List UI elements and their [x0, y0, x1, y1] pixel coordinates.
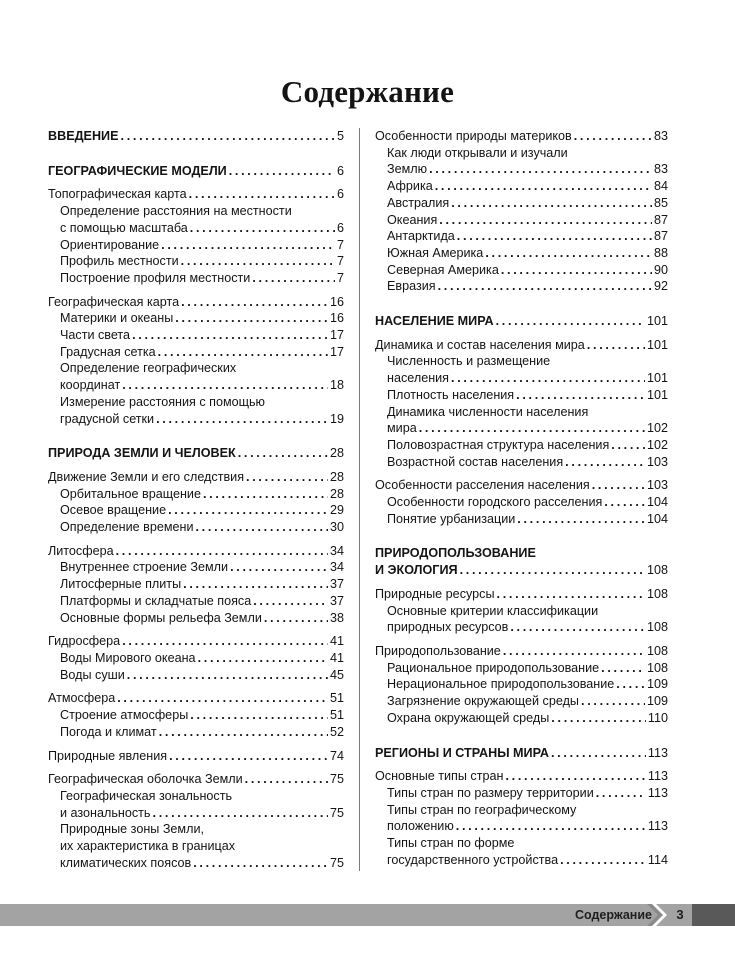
- dot-leader: [168, 502, 328, 519]
- toc-subitem: [375, 454, 668, 471]
- toc-item-title: ВВЕДЕНИЕ: [48, 129, 119, 143]
- toc-page-number: 29: [329, 503, 344, 518]
- toc-item-title: НАСЕЛЕНИЕ МИРА: [375, 314, 494, 329]
- toc-page-number: 75: [329, 855, 344, 870]
- toc-page-number: 87: [653, 229, 668, 244]
- toc-page-number: 5: [336, 129, 344, 143]
- dot-leader: [601, 660, 645, 677]
- toc-page-number: 6: [336, 163, 344, 178]
- toc-item-title: Географическая оболочка Земли: [48, 772, 243, 787]
- toc-subitem: [48, 310, 344, 327]
- dot-leader: [253, 593, 328, 610]
- toc-item-text-line: Типы стран по форме: [387, 836, 515, 851]
- toc-item: [48, 771, 344, 788]
- toc-item-text-line: Определение географических: [60, 361, 237, 376]
- toc-page-number: 34: [329, 543, 344, 558]
- toc-item-title: природных ресурсов: [387, 620, 509, 635]
- dot-leader: [560, 852, 646, 869]
- toc-item: [375, 337, 668, 354]
- toc-page-number: 110: [647, 710, 668, 725]
- toc-item-title: Основные формы рельефа Земли: [60, 610, 262, 625]
- toc-subitem: [48, 502, 344, 519]
- toc-item-title: Землю: [387, 162, 428, 177]
- toc-item: [48, 294, 344, 311]
- dot-leader: [581, 693, 645, 710]
- toc-item-title: Атмосфера: [48, 691, 116, 706]
- toc-page-number: 41: [329, 634, 344, 649]
- toc-item: [375, 586, 668, 603]
- toc-item-title: Профиль местности: [60, 254, 179, 269]
- toc-item-title: Особенности городского расселения: [387, 495, 603, 510]
- dot-leader: [456, 818, 646, 835]
- toc-subitem: [375, 245, 668, 262]
- toc-item-title: Гидросфера: [48, 634, 121, 649]
- toc-item-title: государственного устройства: [387, 852, 559, 867]
- toc-item-title: Градусная сетка: [60, 344, 156, 359]
- dot-leader: [229, 163, 335, 180]
- toc-page-number: 102: [646, 421, 668, 436]
- dot-leader: [501, 262, 652, 279]
- toc-item-title: Определение времени: [60, 520, 194, 535]
- dot-leader: [190, 707, 328, 724]
- toc-item-title: Африка: [387, 179, 433, 194]
- dot-leader: [429, 161, 652, 178]
- dot-leader: [116, 543, 328, 560]
- toc-item-title: Основные типы стран: [375, 769, 504, 784]
- dot-leader: [132, 327, 328, 344]
- toc-item-title: ГЕОГРАФИЧЕСКИЕ МОДЕЛИ: [48, 163, 227, 178]
- toc-item: [48, 690, 344, 707]
- toc-item-text-line: Численность и размещение: [387, 354, 551, 369]
- toc-subitem: [48, 344, 344, 361]
- toc-page-number: 37: [329, 577, 344, 592]
- toc-subitem: [375, 228, 668, 245]
- dot-leader: [435, 178, 652, 195]
- toc-page-number: 90: [653, 262, 668, 277]
- dot-leader: [574, 128, 652, 145]
- toc-item-title: Осевое вращение: [60, 503, 167, 518]
- toc-page-number: 88: [653, 245, 668, 260]
- chevron-right-icon: [645, 901, 667, 929]
- toc-subitem: [375, 145, 668, 178]
- toc-item-title: Литосферные плиты: [60, 577, 182, 592]
- toc-subitem: [48, 707, 344, 724]
- toc-item-title: Материки и океаны: [60, 311, 174, 326]
- toc-page-number: 17: [329, 328, 344, 343]
- toc-page-number: 16: [329, 294, 344, 309]
- toc-item-title: Возрастной состав населения: [387, 454, 564, 469]
- toc-item-title: Австралия: [387, 195, 450, 210]
- toc-section: [48, 445, 344, 462]
- toc-subitem: [375, 212, 668, 229]
- dot-leader: [551, 710, 646, 727]
- dot-leader: [159, 724, 328, 741]
- dot-leader: [510, 619, 645, 636]
- footer-accent-block: [692, 904, 735, 926]
- dot-leader: [438, 278, 652, 295]
- toc-page-number: 83: [653, 162, 668, 177]
- toc-page-number: 101: [646, 337, 668, 352]
- toc-subitem: [375, 353, 668, 386]
- toc-item-text-line: ПРИРОДОПОЛЬЗОВАНИЕ: [375, 546, 536, 561]
- toc-item-title: Погода и климат: [60, 724, 157, 739]
- toc-item-title: населения: [387, 371, 450, 386]
- dot-leader: [503, 643, 645, 660]
- toc-item-text-line: Динамика численности населения: [387, 404, 589, 419]
- toc-item-title: Построение профиля местности: [60, 270, 251, 285]
- toc-item-title: Воды суши: [60, 667, 125, 682]
- toc-column-right: [375, 128, 668, 868]
- dot-leader: [496, 313, 645, 330]
- toc-page-number: 108: [646, 620, 668, 635]
- toc-page-number: 113: [647, 819, 668, 834]
- toc-column-left: [48, 128, 344, 871]
- toc-subitem: [375, 660, 668, 677]
- toc-item-title: положению: [387, 819, 454, 834]
- dot-leader: [611, 437, 645, 454]
- toc-page-number: 108: [646, 586, 668, 601]
- dot-leader: [169, 748, 328, 765]
- toc-subitem: [375, 802, 668, 835]
- toc-subitem: [375, 676, 668, 693]
- toc-item-title: Половозрастная структура населения: [387, 437, 610, 452]
- toc-item-title: Литосфера: [48, 543, 114, 558]
- toc-item-title: Географическая карта: [48, 294, 180, 309]
- toc-item-title: Рациональное природопользование: [387, 660, 600, 675]
- toc-item-title: И ЭКОЛОГИЯ: [375, 563, 458, 578]
- toc-page-number: 113: [647, 769, 668, 784]
- toc-item-title: Охрана окружающей среды: [387, 710, 550, 725]
- toc-page-number: 18: [329, 378, 344, 393]
- toc-page-number: 17: [329, 344, 344, 359]
- toc-page-number: 7: [336, 254, 344, 269]
- toc-item-title: ПРИРОДА ЗЕМЛИ И ЧЕЛОВЕК: [48, 446, 236, 461]
- toc-item-text-line: Измерение расстояния с помощью: [60, 394, 265, 409]
- toc-page-number: 108: [646, 563, 668, 578]
- toc-subitem: [375, 835, 668, 868]
- dot-leader: [616, 676, 645, 693]
- toc-item-title: Орбитальное вращение: [60, 486, 201, 501]
- toc-item-title: Платформы и складчатые пояса: [60, 593, 252, 608]
- toc-item-title: Внутреннее строение Земли: [60, 560, 229, 575]
- dot-leader: [183, 576, 328, 593]
- dot-leader: [121, 128, 335, 145]
- toc-item-title: Строение атмосферы: [60, 708, 189, 723]
- footer-divider: [0, 926, 735, 930]
- toc-item-title: Евразия: [387, 279, 436, 294]
- toc-subitem: [48, 788, 344, 821]
- toc-item-title: мира: [387, 421, 417, 436]
- toc-section: [375, 745, 668, 762]
- toc-subitem: [48, 237, 344, 254]
- toc-page-number: 74: [329, 748, 344, 763]
- toc-item-text-line: Природные зоны Земли,: [60, 822, 204, 837]
- toc-page-number: 85: [653, 195, 668, 210]
- toc-item-title: Природопользование: [375, 643, 501, 658]
- toc-item-title: и азональность: [60, 805, 151, 820]
- dot-leader: [190, 220, 335, 237]
- toc-page-number: 104: [646, 511, 668, 526]
- toc-item-title: Океания: [387, 212, 438, 227]
- toc-item-title: Особенности природы материков: [375, 129, 572, 143]
- dot-leader: [175, 310, 328, 327]
- toc-page-number: 102: [646, 437, 668, 452]
- dot-leader: [161, 237, 335, 254]
- toc-page-number: 28: [329, 446, 344, 461]
- toc-page-number: 84: [653, 179, 668, 194]
- toc-page-number: 109: [646, 694, 668, 709]
- page-number: 3: [676, 907, 684, 922]
- toc-subitem: [375, 511, 668, 528]
- dot-leader: [451, 370, 645, 387]
- toc-subitem: [48, 394, 344, 427]
- toc-subitem: [48, 576, 344, 593]
- dot-leader: [158, 344, 328, 361]
- toc-item: [375, 643, 668, 660]
- dot-leader: [181, 253, 335, 270]
- dot-leader: [153, 805, 328, 822]
- toc-subitem: [48, 667, 344, 684]
- toc-item: [48, 469, 344, 486]
- toc-subitem: [375, 387, 668, 404]
- toc-subitem: [48, 360, 344, 393]
- toc-page-number: 87: [653, 212, 668, 227]
- toc-item-title: РЕГИОНЫ И СТРАНЫ МИРА: [375, 745, 549, 760]
- toc-subitem: [375, 404, 668, 437]
- toc-page-number: 41: [329, 650, 344, 665]
- toc-page-number: 7: [336, 237, 344, 252]
- toc-item-title: Воды Мирового океана: [60, 650, 196, 665]
- toc-page-number: 103: [646, 454, 668, 469]
- toc-page-number: 83: [653, 129, 668, 143]
- toc-page-number: 6: [336, 220, 344, 235]
- toc-subitem: [375, 178, 668, 195]
- toc-page-number: 51: [329, 691, 344, 706]
- dot-leader: [592, 477, 645, 494]
- toc-item-title: Особенности расселения населения: [375, 478, 590, 493]
- toc-page-number: 51: [329, 708, 344, 723]
- toc-subitem: [48, 519, 344, 536]
- dot-leader: [505, 768, 645, 785]
- toc-item-title: Антарктида: [387, 229, 455, 244]
- toc-item-title: с помощью масштаба: [60, 220, 188, 235]
- dot-leader: [439, 212, 652, 229]
- toc-subitem: [48, 650, 344, 667]
- dot-leader: [264, 610, 328, 627]
- toc-subitem: [48, 610, 344, 627]
- toc-item-title: Топографическая карта: [48, 187, 187, 202]
- toc-item-text-line: Как люди открывали и изучали: [387, 145, 568, 160]
- toc-subitem: [48, 593, 344, 610]
- toc-subitem: [48, 203, 344, 236]
- toc-page-number: 114: [647, 852, 668, 867]
- toc-item-text-line: Основные критерии классификации: [387, 603, 599, 618]
- toc-page-number: 113: [647, 745, 668, 760]
- toc-page-number: 19: [329, 411, 344, 426]
- toc-item-title: Ориентирование: [60, 237, 160, 252]
- toc-item-title: Типы стран по размеру территории: [387, 785, 594, 800]
- toc-page-number: 38: [329, 610, 344, 625]
- toc-subitem: [48, 253, 344, 270]
- toc-page-number: 28: [329, 486, 344, 501]
- toc-subitem: [48, 559, 344, 576]
- toc-subitem: [375, 437, 668, 454]
- toc-item-title: Нерациональное природопользование: [387, 677, 615, 692]
- dot-leader: [122, 633, 328, 650]
- dot-leader: [517, 511, 645, 528]
- toc-page-number: 37: [329, 593, 344, 608]
- toc-item-title: климатических поясов: [60, 855, 192, 870]
- toc-item-title: Природные явления: [48, 748, 168, 763]
- toc-subitem: [375, 693, 668, 710]
- toc-subitem: [48, 486, 344, 503]
- page-title: Содержание: [280, 74, 455, 109]
- toc-page-number: 34: [329, 560, 344, 575]
- dot-leader: [460, 562, 645, 579]
- toc-page-number: 104: [646, 495, 668, 510]
- footer-section-label: Содержание: [574, 908, 652, 922]
- toc-item: [375, 477, 668, 494]
- toc-page-number: 101: [646, 371, 668, 386]
- toc-item: [375, 128, 668, 145]
- toc-item-title: Плотность населения: [387, 387, 515, 402]
- toc-subitem: [375, 262, 668, 279]
- dot-leader: [551, 745, 646, 762]
- toc-item-title: Природные ресурсы: [375, 586, 495, 601]
- toc-section: [48, 128, 344, 145]
- toc-item-title: Динамика и состав населения мира: [375, 337, 585, 352]
- toc-page-number: 52: [329, 724, 344, 739]
- toc-item-title: Понятие урбанизации: [387, 511, 516, 526]
- dot-leader: [181, 294, 328, 311]
- dot-leader: [497, 586, 645, 603]
- toc-page-number: 101: [646, 314, 668, 329]
- toc-page-number: 108: [646, 660, 668, 675]
- dot-leader: [246, 469, 328, 486]
- toc-page-number: 75: [329, 805, 344, 820]
- dot-leader: [604, 494, 645, 511]
- toc-page-number: 108: [646, 643, 668, 658]
- dot-leader: [252, 270, 335, 287]
- dot-leader: [189, 186, 335, 203]
- toc-subitem: [375, 494, 668, 511]
- toc-subitem: [375, 278, 668, 295]
- toc-page-number: 30: [329, 520, 344, 535]
- toc-item-title: Северная Америка: [387, 262, 499, 277]
- toc-section: [375, 313, 668, 330]
- toc-subitem: [48, 821, 344, 871]
- dot-leader: [193, 855, 328, 872]
- toc-item: [48, 186, 344, 203]
- dot-leader: [127, 667, 328, 684]
- toc-item-title: градусной сетки: [60, 411, 155, 426]
- dot-leader: [122, 377, 328, 394]
- toc-page-number: 16: [329, 311, 344, 326]
- dot-leader: [203, 486, 328, 503]
- dot-leader: [156, 411, 328, 428]
- dot-leader: [516, 387, 645, 404]
- dot-leader: [117, 690, 328, 707]
- toc-page-number: 28: [329, 469, 344, 484]
- toc-item-text-line: Определение расстояния на местности: [60, 204, 292, 219]
- dot-leader: [238, 445, 328, 462]
- dot-leader: [457, 228, 652, 245]
- toc-item: [48, 748, 344, 765]
- toc-subitem: [48, 724, 344, 741]
- dot-leader: [587, 337, 645, 354]
- toc-page-number: 92: [653, 279, 668, 294]
- toc-item-title: координат: [60, 378, 121, 393]
- dot-leader: [419, 420, 645, 437]
- toc-page-number: 113: [647, 785, 668, 800]
- dot-leader: [485, 245, 652, 262]
- toc-item-text-line: их характеристика в границах: [60, 839, 236, 854]
- toc-item: [48, 543, 344, 560]
- toc-page-number: 7: [336, 270, 344, 285]
- toc-subitem: [48, 327, 344, 344]
- dot-leader: [451, 195, 652, 212]
- toc-subitem: [375, 195, 668, 212]
- dot-leader: [245, 771, 328, 788]
- toc-item: [375, 768, 668, 785]
- toc-section: [375, 545, 668, 578]
- toc-item-title: Загрязнение окружающей среды: [387, 694, 579, 709]
- toc-section: [48, 163, 344, 180]
- toc-item-title: Части света: [60, 328, 131, 343]
- dot-leader: [596, 785, 646, 802]
- dot-leader: [230, 559, 328, 576]
- toc-page-number: 109: [646, 677, 668, 692]
- toc-page-number: 101: [646, 387, 668, 402]
- toc-page-number: 45: [329, 667, 344, 682]
- toc-page-number: 75: [329, 772, 344, 787]
- toc-page-number: 6: [336, 187, 344, 202]
- toc-subitem: [375, 710, 668, 727]
- toc-item-text-line: Типы стран по географическому: [387, 802, 577, 817]
- toc-item: [48, 633, 344, 650]
- toc-subitem: [375, 603, 668, 636]
- dot-leader: [565, 454, 645, 471]
- toc-subitem: [375, 785, 668, 802]
- toc-item-text-line: Географическая зональность: [60, 788, 233, 803]
- toc-item-title: Южная Америка: [387, 245, 484, 260]
- toc-page-number: 103: [646, 478, 668, 493]
- dot-leader: [198, 650, 328, 667]
- toc-subitem: [48, 270, 344, 287]
- toc-item-title: Движение Земли и его следствия: [48, 469, 245, 484]
- dot-leader: [195, 519, 328, 536]
